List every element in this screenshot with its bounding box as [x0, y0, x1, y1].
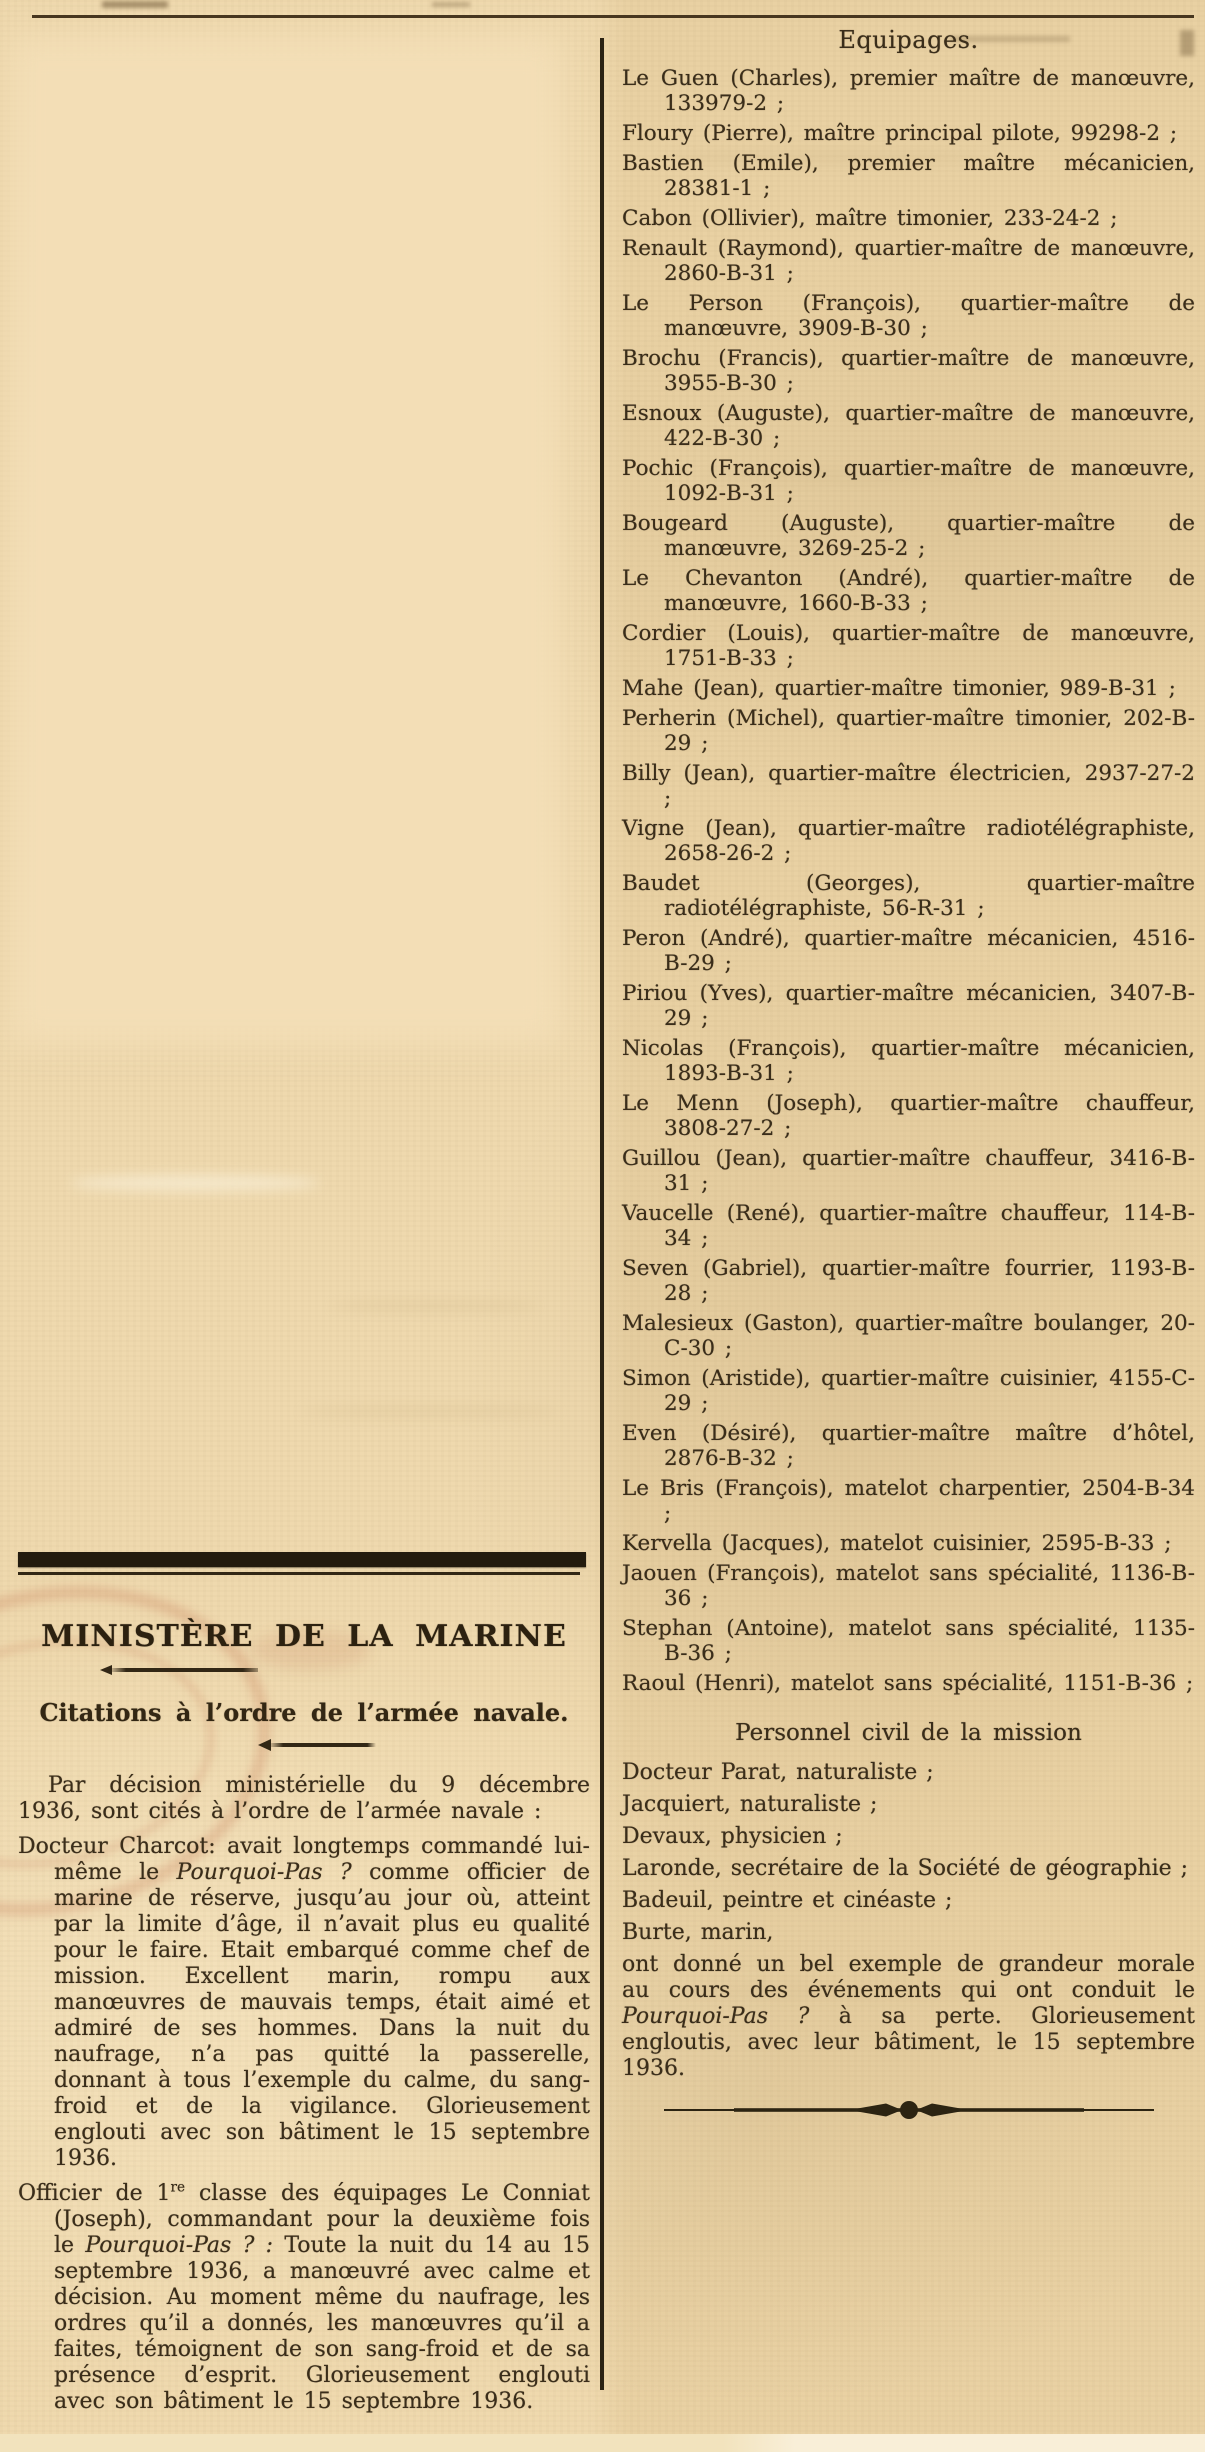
crew-list-item: Cordier (Louis), quartier-maître de manœuvre, 1751-B-33 ; [622, 621, 1195, 671]
crew-list-item: Baudet (Georges), quartier-maître radiotélégraphiste, 56-R-31 ; [622, 871, 1195, 921]
crew-list-item: Malesieux (Gaston), quartier-maître boulanger, 20-C-30 ; [622, 1311, 1195, 1361]
paper-scratch [70, 1175, 320, 1191]
section-divider-line [18, 1572, 580, 1575]
closing-paragraph [622, 1952, 1195, 2082]
ship-name: Pourquoi-Pas ? [622, 2004, 810, 2029]
citation-text: Officier de 1 [18, 2181, 171, 2206]
crew-list-item: Le Menn (Joseph), quartier-maître chauffeur, 3808-27-2 ; [622, 1091, 1195, 1141]
civil-list-item: Jacquiert, naturaliste ; [622, 1792, 878, 1817]
crew-list-item: Le Person (François), quartier-maître de manœuvre, 3909-B-30 ; [622, 291, 1195, 341]
crew-list-item: Cabon (Ollivier), maître timonier, 233-24-2 ; [622, 206, 1118, 231]
crew-list-item: Mahe (Jean), quartier-maître timonier, 989-B-31 ; [622, 676, 1176, 701]
intro-paragraph: Par décision ministérielle du 9 décembre 1936, sont cités à l’ordre de l’armée navale : [18, 1773, 590, 1824]
ship-name: Pourquoi-Pas ? : [85, 2233, 274, 2258]
crew-list-item: Vaucelle (René), quartier-maître chauffeur, 114-B-34 ; [622, 1201, 1195, 1251]
civil-heading: Personnel civil de la mission [735, 1720, 1082, 1746]
crew-list-item: Vigne (Jean), quartier-maître radiotélégraphiste, 2658-26-2 ; [622, 816, 1195, 866]
print-fragment [432, 2, 470, 7]
bleed-through-mark [300, 1405, 560, 1418]
crew-list-item: Piriou (Yves), quartier-maître mécanicien, 3407-B-29 ; [622, 981, 1195, 1031]
section-divider-bar [18, 1552, 586, 1567]
civil-list-item: Badeuil, peintre et cinéaste ; [622, 1888, 953, 1913]
crew-list-item: Bastien (Emile), premier maître mécanicien, 28381-1 ; [622, 151, 1195, 201]
crew-list-item: Jaouen (François), matelot sans spécialité, 1136-B-36 ; [622, 1561, 1195, 1611]
subtitle-rule [268, 1743, 376, 1747]
ordinal-superscript: re [170, 2179, 186, 2196]
civil-list-item: Burte, marin, [622, 1920, 774, 1945]
crew-list-item: Simon (Aristide), quartier-maître cuisinier, 4155-C-29 ; [622, 1366, 1195, 1416]
ornament-divider-icon [622, 2098, 1195, 2126]
rule-arrow-icon [100, 1665, 112, 1675]
citation-text: Toute la nuit du 14 au 15 septembre 1936, a manœuvré avec calme et décision. Au moment même du naufrage, les ordres qu’il a donnés, les manœuvres qu’il a faites, témoignent de son sang-froid et de sa présence d’esprit. Glorieusement englouti avec son bâtiment le 15 septembre 1936. [54, 2233, 590, 2414]
civil-list-item: Docteur Parat, naturaliste ; [622, 1760, 934, 1785]
rule-arrow-icon [258, 1739, 271, 1751]
ship-name: Pourquoi-Pas ? [176, 1860, 352, 1885]
crew-list-item: Kervella (Jacques), matelot cuisinier, 2595-B-33 ; [622, 1531, 1172, 1556]
crew-list-item: Seven (Gabriel), quartier-maître fourrier, 1193-B-28 ; [622, 1256, 1195, 1306]
citation-text: Docteur Charcot: avait longtemps commandé lui-même le [18, 1834, 590, 1885]
crew-list-item: Raoul (Henri), matelot sans spécialité, 1151-B-36 ; [622, 1671, 1194, 1696]
crew-list [622, 66, 1195, 1696]
civil-list-item: Devaux, physicien ; [622, 1824, 843, 1849]
crew-list-item: Stephan (Antoine), matelot sans spécialité, 1135-B-36 ; [622, 1616, 1195, 1666]
crew-list-item: Brochu (Francis), quartier-maître de manœuvre, 3955-B-30 ; [622, 346, 1195, 396]
closing-text: à sa perte. Glorieusement engloutis, avec leur bâtiment, le 15 septembre 1936. [622, 2004, 1196, 2081]
crew-list-item: Le Bris (François), matelot charpentier, 2504-B-34 ; [622, 1476, 1195, 1526]
bleed-through-mark [330, 1300, 540, 1312]
crew-heading: Equipages. [838, 26, 979, 54]
crew-list-item: Le Chevanton (André), quartier-maître de manœuvre, 1660-B-33 ; [622, 566, 1195, 616]
crew-list-item: Le Guen (Charles), premier maître de manœuvre, 133979-2 ; [622, 66, 1195, 116]
crew-list-item: Pochic (François), quartier-maître de manœuvre, 1092-B-31 ; [622, 456, 1195, 506]
crew-list-item: Billy (Jean), quartier-maître électricien, 2937-27-2 ; [622, 761, 1195, 811]
closing-text: ont donné un bel exemple de grandeur morale au cours des événements qui ont conduit le [622, 1952, 1195, 2003]
crew-list-item: Nicolas (François), quartier-maître mécanicien, 1893-B-31 ; [622, 1036, 1195, 1086]
top-rule [32, 15, 1194, 18]
scan-edge-strip [0, 2434, 1205, 2452]
citation-text: classe des équipages Le Conniat (Joseph), commandant pour la deuxième fois le [54, 2181, 590, 2258]
citation-charcot [18, 1834, 590, 2172]
crew-list-item: Guillou (Jean), quartier-maître chauffeur, 3416-B-31 ; [622, 1146, 1195, 1196]
blank-paper-area [10, 35, 562, 1045]
column-divider-rule [600, 38, 604, 2390]
civil-list [622, 1760, 1195, 1945]
citation-text: comme officier de marine de réserve, jusqu’au jour où, atteint par la limite d’âge, il n’avait plus eu qualité pour le faire. Etait embarqué comme chef de mission. Excellent marin, rompu aux manœuvres de mauvais temps, était aimé et admiré de ses hommes. Dans la nuit du naufrage, n’a pas quitté la passerelle, donnant à tous l’exemple du calme, du sang-froid et de la vigilance. Glorieusement englouti avec son bâtiment le 15 septembre 1936. [54, 1860, 590, 2171]
citation-leconniat [18, 2181, 590, 2415]
crew-list-item: Even (Désiré), quartier-maître maître d’hôtel, 2876-B-32 ; [622, 1421, 1195, 1471]
print-fragment [102, 1, 168, 8]
left-column [18, 1552, 590, 2415]
crew-list-item: Floury (Pierre), maître principal pilote, 99298-2 ; [622, 121, 1178, 146]
crew-list-item: Perherin (Michel), quartier-maître timonier, 202-B-29 ; [622, 706, 1195, 756]
right-column [622, 26, 1195, 2126]
section-title: MINISTÈRE DE LA MARINE [41, 1619, 567, 1654]
crew-list-item: Esnoux (Auguste), quartier-maître de manœuvre, 422-B-30 ; [622, 401, 1195, 451]
crew-list-item: Peron (André), quartier-maître mécanicien, 4516-B-29 ; [622, 926, 1195, 976]
crew-list-item: Bougeard (Auguste), quartier-maître de manœuvre, 3269-25-2 ; [622, 511, 1195, 561]
crew-list-item: Renault (Raymond), quartier-maître de manœuvre, 2860-B-31 ; [622, 236, 1195, 286]
civil-list-item: Laronde, secrétaire de la Société de géographie ; [622, 1856, 1189, 1881]
section-subtitle: Citations à l’ordre de l’armée navale. [39, 1698, 569, 1727]
title-rule [108, 1668, 258, 1672]
